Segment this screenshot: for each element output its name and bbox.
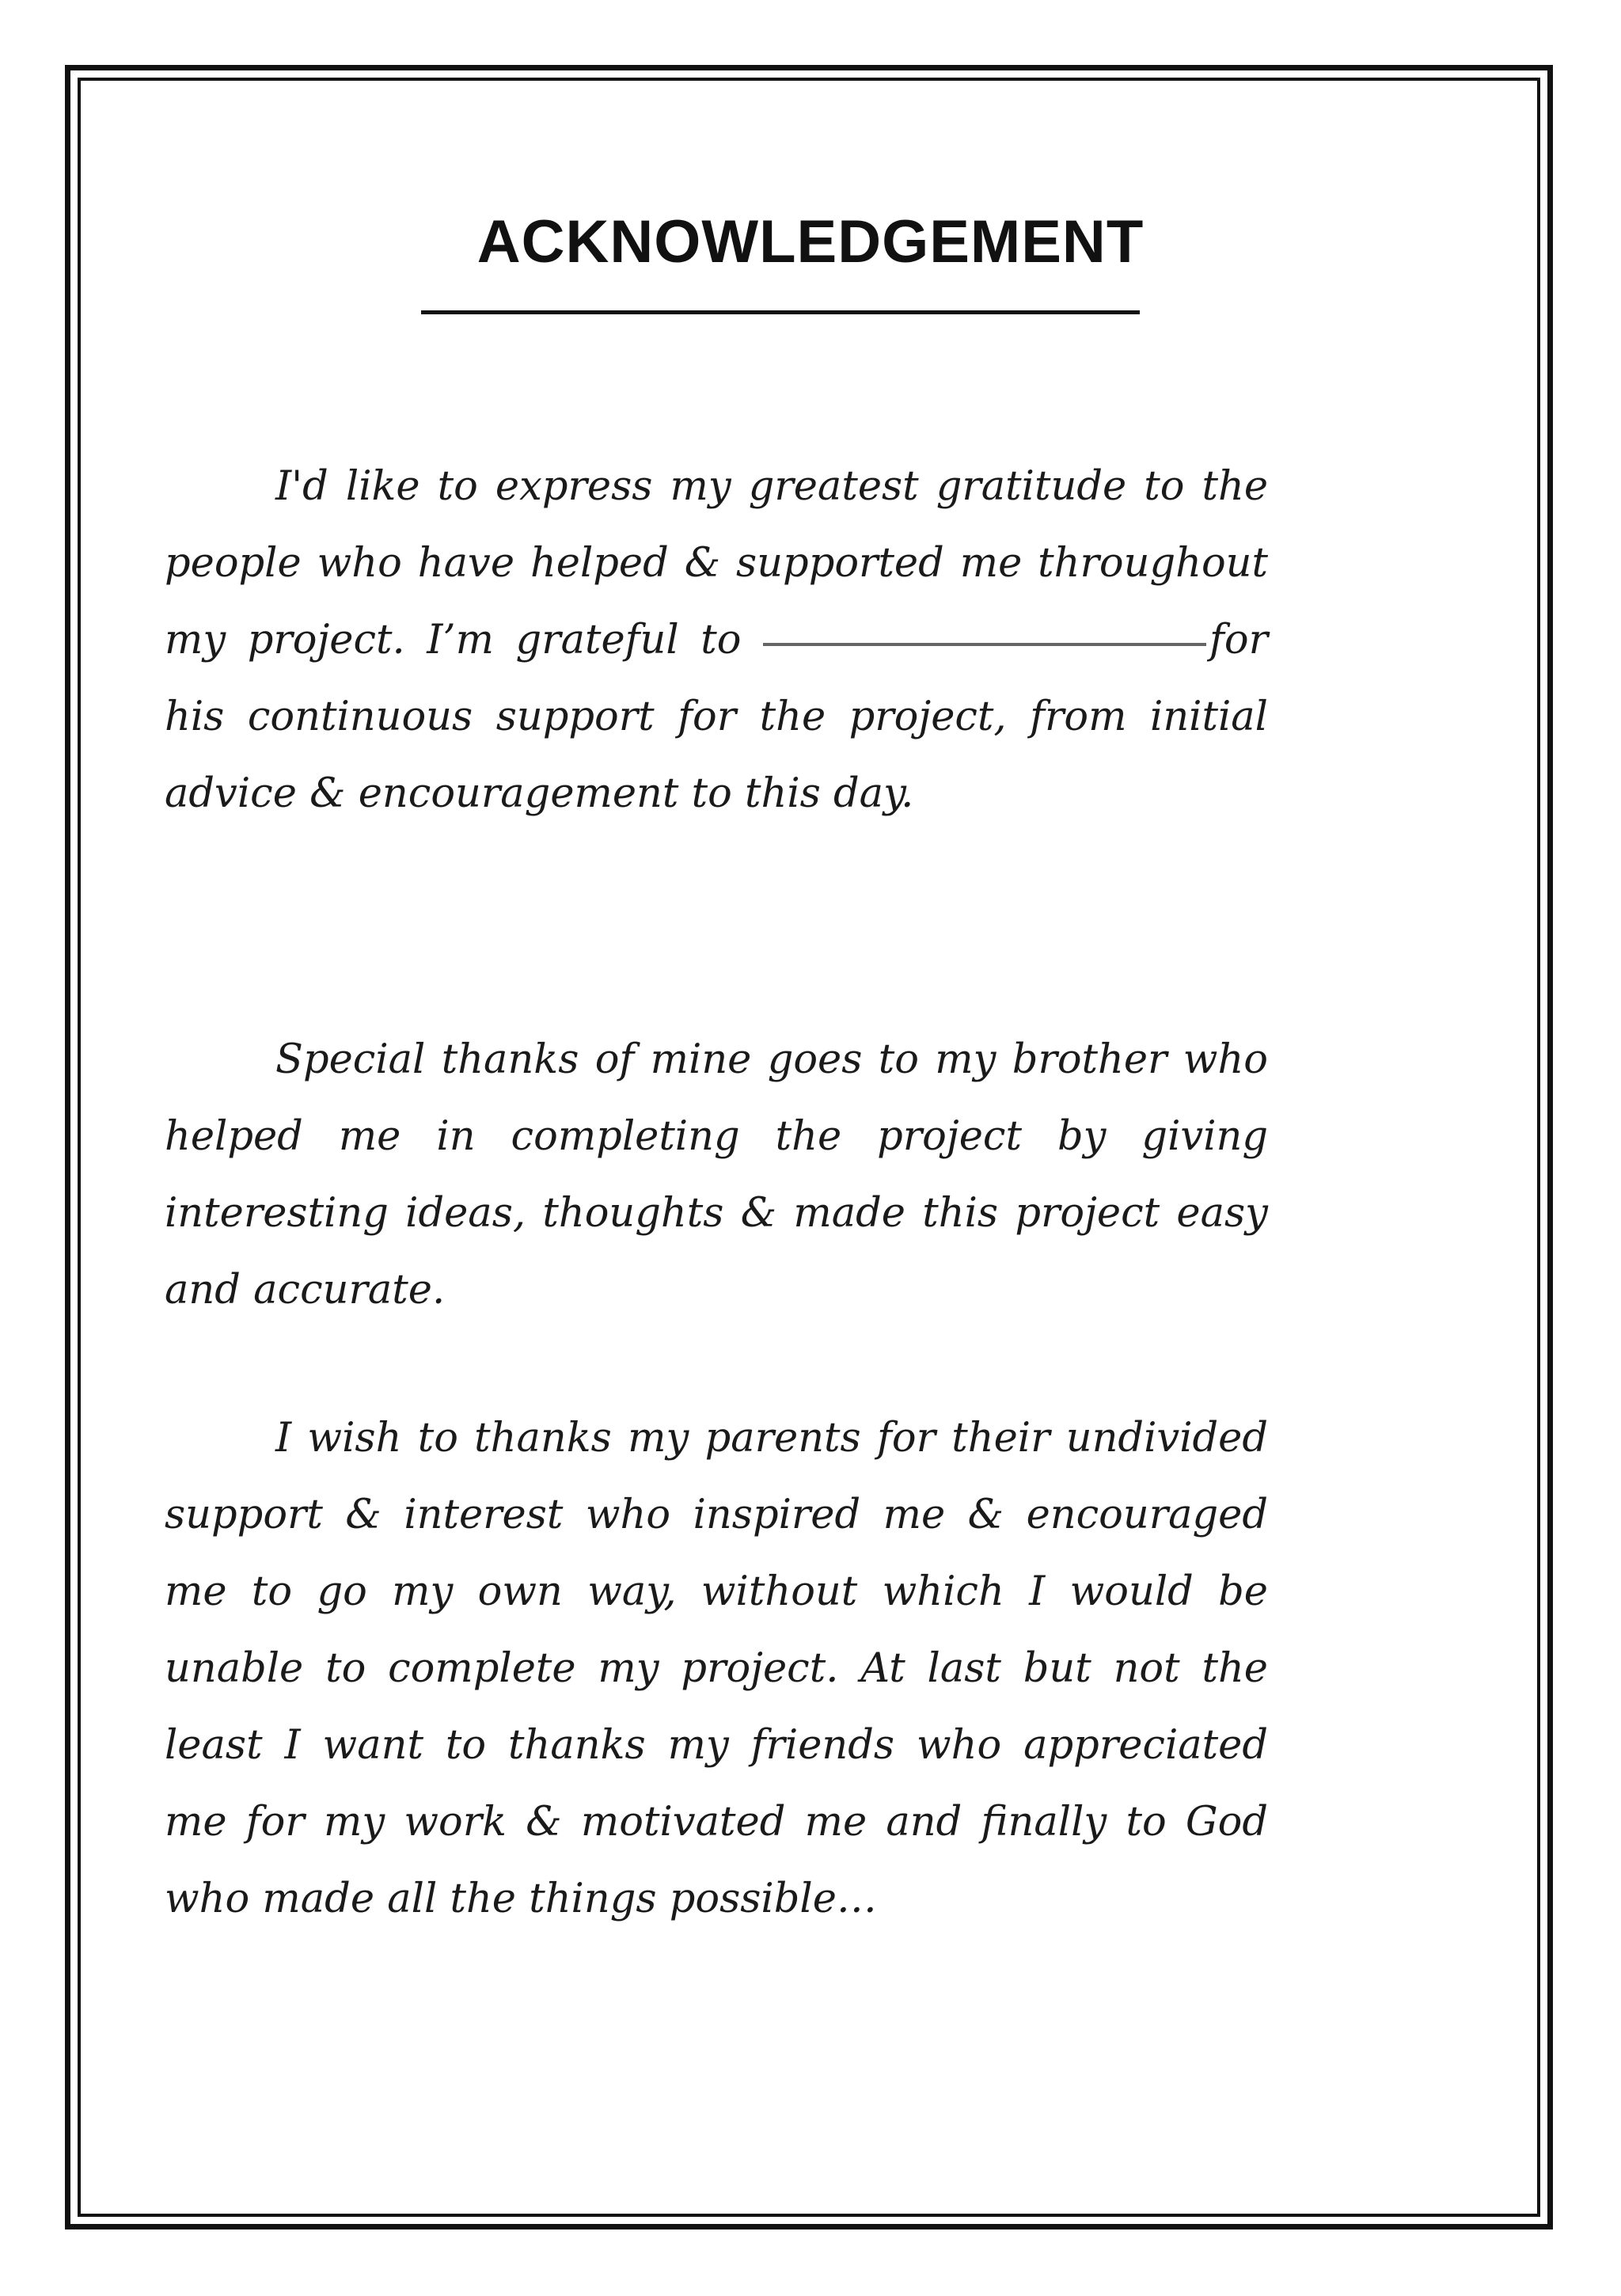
paragraph-1-text-after: for his continuous support for the project, from initial advice & encouragement to this day. (165, 617, 1268, 817)
paragraph-1-text-before: I'd like to express my greatest gratitude to the people who have helped & supported me throughout my project. I’m grateful to (165, 463, 1268, 663)
paragraph-2: Special thanks of mine goes to my brother who helped me in completing the project by giving interesting ideas, thoughts & made this project easy and accurate. (165, 1036, 1268, 1313)
name-blank-line (763, 643, 1206, 646)
page-title: ACKNOWLEDGEMENT (476, 208, 1145, 276)
paragraph-3: I wish to thanks my parents for their undivided support & interest who inspired me & encouraged me to go my own way, without which I would be unable to complete my project. At last but not the least I want to thanks my friends who appreciated me for my work & motivated me and finally to God who made all the things possible… (165, 1415, 1268, 1922)
paragraph-1 (165, 448, 1268, 832)
title-underline (421, 310, 1140, 314)
